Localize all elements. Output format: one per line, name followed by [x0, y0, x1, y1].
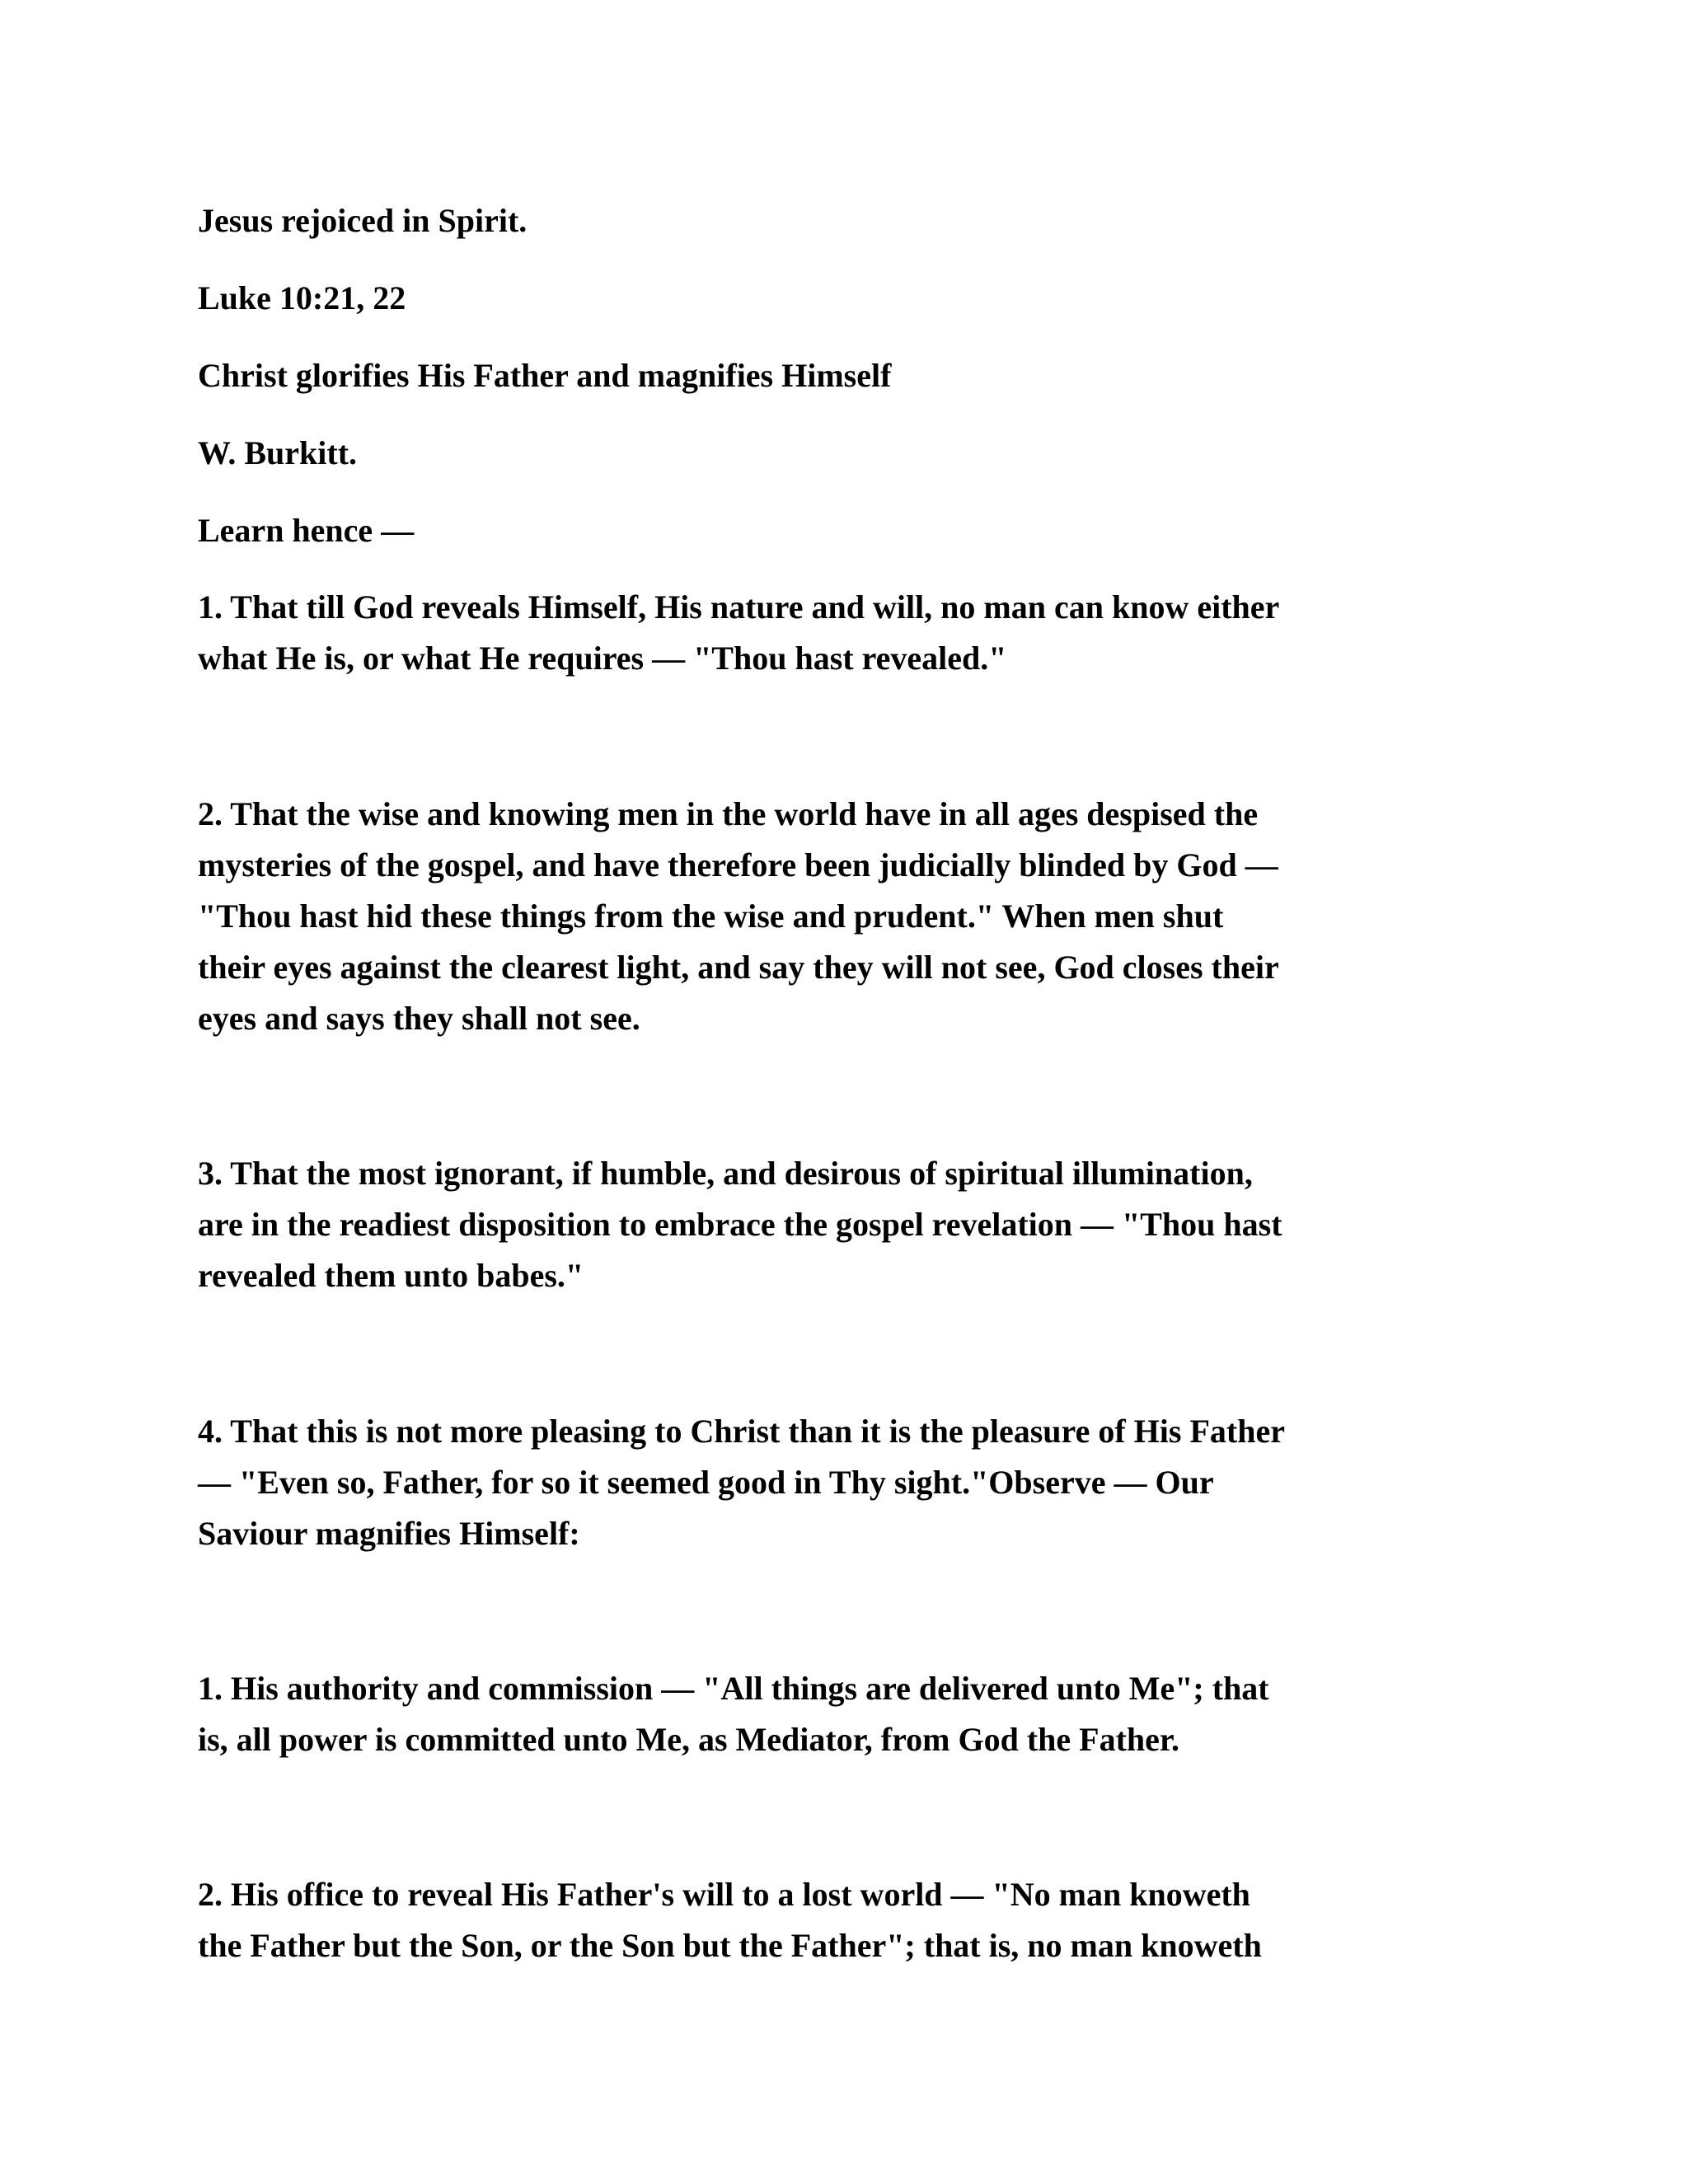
paragraph-line: what He is, or what He requires — "Thou hast revealed."	[198, 640, 1007, 677]
scripture-reference: Luke 10:21, 22	[198, 279, 406, 316]
paragraph-line: — "Even so, Father, for so it seemed good in Thy sight."Observe — Our	[198, 1464, 1214, 1501]
paragraph-line: 4. That this is not more pleasing to Christ than it is the pleasure of His Father	[198, 1413, 1285, 1450]
author-name: W. Burkitt.	[198, 434, 358, 471]
paragraph-line: 2. That the wise and knowing men in the world have in all ages despised the	[198, 795, 1259, 832]
paragraph-line: their eyes against the clearest light, and say they will not see, God closes their	[198, 949, 1279, 986]
paragraph-5	[198, 1663, 1492, 1765]
paragraph-6	[198, 1869, 1492, 1971]
paragraph-line: "Thou hast hid these things from the wise and prudent." When men shut	[198, 898, 1224, 935]
paragraph-line: 1. That till God reveals Himself, His nature and will, no man can know either	[198, 588, 1280, 626]
paragraph-1	[198, 582, 1492, 684]
paragraph-line: the Father but the Son, or the Son but the Father"; that is, no man knoweth	[198, 1927, 1262, 1964]
paragraph-line: is, all power is committed unto Me, as Mediator, from God the Father.	[198, 1721, 1179, 1758]
paragraph-line: are in the readiest disposition to embrace the gospel revelation — "Thou hast	[198, 1206, 1282, 1243]
document-subtitle: Christ glorifies His Father and magnifies Himself	[198, 357, 892, 394]
paragraph-line: revealed them unto babes."	[198, 1257, 584, 1294]
paragraph-line: Saviour magnifies Himself:	[198, 1515, 580, 1552]
paragraph-line: 3. That the most ignorant, if humble, and desirous of spiritual illumination,	[198, 1155, 1253, 1192]
intro-line: Learn hence —	[198, 512, 415, 549]
paragraph-line: mysteries of the gospel, and have therefore been judicially blinded by God —	[198, 846, 1278, 883]
paragraph-4	[198, 1406, 1492, 1559]
document-title: Jesus rejoiced in Spirit.	[198, 202, 528, 239]
paragraph-line: eyes and says they shall not see.	[198, 1000, 640, 1037]
paragraph-2	[198, 789, 1492, 1044]
paragraph-line: 2. His office to reveal His Father's will to a lost world — "No man knoweth	[198, 1876, 1250, 1913]
paragraph-line: 1. His authority and commission — "All things are delivered unto Me"; that	[198, 1670, 1269, 1707]
paragraph-3	[198, 1148, 1492, 1301]
